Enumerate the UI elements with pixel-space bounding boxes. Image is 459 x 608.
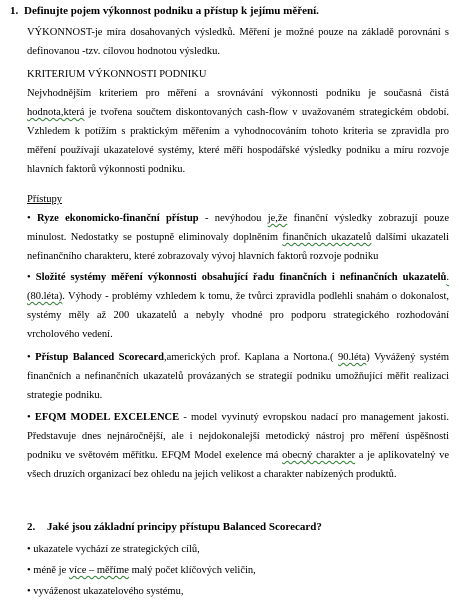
approach-2-text: . Výhody - problémy vzhledem k tomu, že tvůrci zpravidla podlehli snahám o dokonalost, systémy měly až 200 ukazatelů a nebyly vhodné pro podporu strategického rozhodování vrcholového vedení.: [27, 291, 449, 340]
list-item-spellcheck: více – měříme: [68, 565, 129, 576]
list-item: • vyváženost ukazatelového systému,: [27, 586, 184, 597]
question-1-number: 1.: [10, 5, 19, 17]
principles-list: [27, 540, 449, 603]
criterion-paragraph: [27, 84, 449, 179]
question-2-number: 2.: [27, 521, 36, 533]
approach-1-text-1: - nevýhodou: [198, 213, 268, 224]
list-item: • ukazatele vychází ze strategických cílů,: [27, 544, 200, 555]
approaches-heading: [27, 190, 449, 209]
list-item: [27, 561, 449, 580]
definition-paragraph: [27, 23, 449, 61]
bullet: •: [27, 272, 31, 283]
approach-4-text-2: a je aplikovatelný ve všech druzích organizací bez ohledu na jejich velikost a charakter nabízených produktů.: [27, 450, 449, 480]
approach-1-text-2: finanční výsledky zobrazují pouze minulost. Nedostatky se postupně eliminovaly doplněním: [27, 213, 449, 243]
approach-4-title: EFQM MODEL EXCELENCE: [34, 412, 180, 423]
question-1-heading: [10, 2, 319, 21]
list-item-text-1: • méně je: [27, 565, 69, 576]
approach-1: [27, 209, 449, 266]
bullet: •: [27, 352, 31, 363]
definition-text: VÝKONNOST-je míra dosahovaných výsledků. Měření je možné pouze na základě porovnání s definovanou -tzv. cílovou hodnotou výsledku.: [27, 27, 449, 57]
approach-3-text-1: ,amerických prof. Kaplana a Nortona.(: [163, 352, 338, 363]
approach-4-spellcheck: obecný charakter: [282, 450, 356, 461]
bullet: •: [27, 213, 31, 224]
approach-4: [27, 408, 449, 484]
criterion-spellcheck-word: hodnota,která: [27, 107, 85, 118]
approach-3-spellcheck: 90.léta: [338, 352, 367, 363]
list-item-text-2: malý počet klíčových veličin,: [128, 565, 256, 576]
question-2-heading: [27, 518, 322, 537]
criterion-text-2: je tvořena součtem diskontovaných cash-flow v uvažovaném strategickém období. Vzhledem k potížím s praktickým měřením a vyhodnocováním tohoto kriteria se zpravidla pro měření používají ukazatelové systémy, které měří hospodářské výsledky podniku a míru rozvoje hlavních faktorů výkonnosti podniku.: [27, 107, 449, 175]
approach-3-title: Přístup Balanced Scorecard: [35, 352, 164, 363]
approach-3-text-2: ) Vyvážený systém finančních a nefinančních ukazatelů provázaných se strategií podniku umožňující měřit realizaci strategie podniku.: [27, 352, 450, 401]
question-1-title: Definujte pojem výkonnost podniku a přístup k jejímu měření.: [24, 5, 319, 17]
bullet: •: [27, 412, 31, 423]
approach-3: [27, 348, 449, 405]
approach-1-spellcheck-1: je,že: [267, 213, 288, 224]
question-2-title: Jaké jsou základní principy přístupu Balanced Scorecard?: [47, 521, 322, 533]
approach-2-title: Složité systémy měření výkonnosti obsahující řadu finančních i nefinančních ukazatelů: [35, 272, 447, 283]
criterion-title: KRITERIUM VÝKONNOSTI PODNIKU: [27, 69, 207, 80]
approach-2: [27, 268, 449, 344]
approach-1-title: Ryze ekonomicko-finanční přístup: [37, 213, 199, 224]
approach-1-text-3: dalšími ukazateli nefinančního charakteru, které zobrazovaly vývoj hlavních faktorů rozvoje podniku: [27, 232, 449, 262]
approach-4-text-1: - model vyvinutý evropskou nadací pro management jakosti. Představuje dnes nejnáročnější, ale i nejdokonalejší metodický nástroj pro měření úspěšnosti podniku ve světovém měřítku. EFQM Model exelence má: [27, 412, 449, 461]
criterion-heading: [27, 65, 449, 84]
approach-2-spellcheck: .(80.léta): [27, 272, 450, 302]
approaches-title: Přístupy: [27, 194, 63, 205]
approach-1-spellcheck-2: finančních ukazatelů: [282, 232, 372, 243]
criterion-text-1: Nejvhodnějším kriteriem pro měření a srovnávání výkonnosti podniku je současná čistá: [27, 88, 449, 99]
